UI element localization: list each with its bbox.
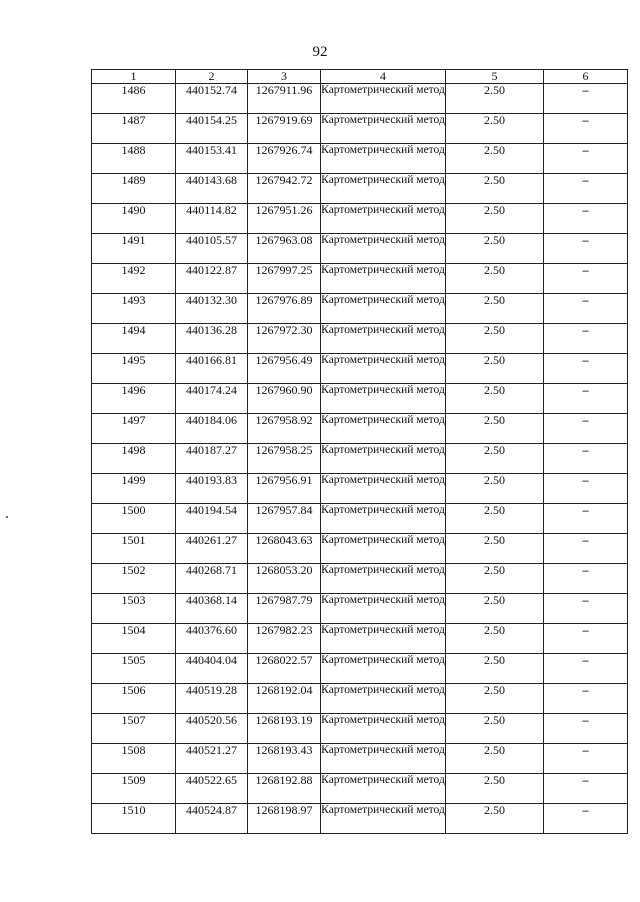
note-cell: – (544, 684, 628, 714)
x-coordinate-cell: 440153.41 (176, 144, 248, 174)
y-coordinate-cell: 1267963.08 (248, 234, 321, 264)
accuracy-cell: 2.50 (446, 324, 544, 354)
y-coordinate-cell: 1268192.88 (248, 774, 321, 804)
method-cell: Картометрический метод (321, 234, 446, 264)
point-number-cell: 1490 (92, 204, 176, 234)
point-number-cell: 1507 (92, 714, 176, 744)
x-coordinate-cell: 440524.87 (176, 804, 248, 834)
table-row (92, 174, 628, 204)
table-row (92, 324, 628, 354)
y-coordinate-cell: 1268193.19 (248, 714, 321, 744)
method-cell: Картометрический метод (321, 594, 446, 624)
point-number-cell: 1503 (92, 594, 176, 624)
x-coordinate-cell: 440519.28 (176, 684, 248, 714)
y-coordinate-cell: 1268192.04 (248, 684, 321, 714)
table-row (92, 84, 628, 114)
note-cell: – (544, 534, 628, 564)
accuracy-cell: 2.50 (446, 204, 544, 234)
method-cell: Картометрический метод (321, 744, 446, 774)
x-coordinate-cell: 440154.25 (176, 114, 248, 144)
note-cell: – (544, 354, 628, 384)
x-coordinate-cell: 440261.27 (176, 534, 248, 564)
table-row (92, 534, 628, 564)
method-cell: Картометрический метод (321, 174, 446, 204)
table-body (92, 84, 628, 834)
table-row (92, 714, 628, 744)
coordinates-table (91, 69, 628, 834)
note-cell: – (544, 174, 628, 204)
note-cell: – (544, 504, 628, 534)
column-header: 3 (248, 70, 321, 84)
accuracy-cell: 2.50 (446, 114, 544, 144)
point-number-cell: 1501 (92, 534, 176, 564)
table-row (92, 264, 628, 294)
table-row (92, 624, 628, 654)
x-coordinate-cell: 440136.28 (176, 324, 248, 354)
x-coordinate-cell: 440152.74 (176, 84, 248, 114)
accuracy-cell: 2.50 (446, 414, 544, 444)
method-cell: Картометрический метод (321, 534, 446, 564)
y-coordinate-cell: 1267958.92 (248, 414, 321, 444)
note-cell: – (544, 144, 628, 174)
accuracy-cell: 2.50 (446, 474, 544, 504)
x-coordinate-cell: 440174.24 (176, 384, 248, 414)
note-cell: – (544, 594, 628, 624)
accuracy-cell: 2.50 (446, 714, 544, 744)
table-row (92, 474, 628, 504)
accuracy-cell: 2.50 (446, 384, 544, 414)
point-number-cell: 1505 (92, 654, 176, 684)
method-cell: Картометрический метод (321, 714, 446, 744)
point-number-cell: 1494 (92, 324, 176, 354)
method-cell: Картометрический метод (321, 444, 446, 474)
x-coordinate-cell: 440376.60 (176, 624, 248, 654)
y-coordinate-cell: 1267982.23 (248, 624, 321, 654)
x-coordinate-cell: 440521.27 (176, 744, 248, 774)
x-coordinate-cell: 440368.14 (176, 594, 248, 624)
note-cell: – (544, 444, 628, 474)
table-header-row (92, 70, 628, 84)
accuracy-cell: 2.50 (446, 804, 544, 834)
table-row (92, 684, 628, 714)
accuracy-cell: 2.50 (446, 444, 544, 474)
note-cell: – (544, 474, 628, 504)
note-cell: – (544, 234, 628, 264)
y-coordinate-cell: 1267942.72 (248, 174, 321, 204)
column-header: 6 (544, 70, 628, 84)
table-row (92, 144, 628, 174)
note-cell: – (544, 324, 628, 354)
method-cell: Картометрический метод (321, 624, 446, 654)
accuracy-cell: 2.50 (446, 624, 544, 654)
y-coordinate-cell: 1268193.43 (248, 744, 321, 774)
point-number-cell: 1493 (92, 294, 176, 324)
accuracy-cell: 2.50 (446, 264, 544, 294)
table-row (92, 654, 628, 684)
page-number: 92 (312, 44, 328, 60)
accuracy-cell: 2.50 (446, 684, 544, 714)
y-coordinate-cell: 1267956.91 (248, 474, 321, 504)
table-row (92, 384, 628, 414)
accuracy-cell: 2.50 (446, 564, 544, 594)
method-cell: Картометрический метод (321, 144, 446, 174)
accuracy-cell: 2.50 (446, 294, 544, 324)
accuracy-cell: 2.50 (446, 144, 544, 174)
method-cell: Картометрический метод (321, 324, 446, 354)
accuracy-cell: 2.50 (446, 774, 544, 804)
note-cell: – (544, 564, 628, 594)
method-cell: Картометрический метод (321, 84, 446, 114)
x-coordinate-cell: 440105.57 (176, 234, 248, 264)
x-coordinate-cell: 440143.68 (176, 174, 248, 204)
point-number-cell: 1492 (92, 264, 176, 294)
method-cell: Картометрический метод (321, 774, 446, 804)
note-cell: – (544, 294, 628, 324)
y-coordinate-cell: 1268043.63 (248, 534, 321, 564)
method-cell: Картометрический метод (321, 654, 446, 684)
table-row (92, 354, 628, 384)
point-number-cell: 1504 (92, 624, 176, 654)
table-row (92, 204, 628, 234)
column-header: 2 (176, 70, 248, 84)
point-number-cell: 1488 (92, 144, 176, 174)
y-coordinate-cell: 1267956.49 (248, 354, 321, 384)
point-number-cell: 1506 (92, 684, 176, 714)
note-cell: – (544, 204, 628, 234)
point-number-cell: 1509 (92, 774, 176, 804)
method-cell: Картометрический метод (321, 474, 446, 504)
point-number-cell: 1489 (92, 174, 176, 204)
y-coordinate-cell: 1267951.26 (248, 204, 321, 234)
column-header: 4 (321, 70, 446, 84)
margin-speck (6, 516, 8, 518)
accuracy-cell: 2.50 (446, 354, 544, 384)
table-row (92, 234, 628, 264)
accuracy-cell: 2.50 (446, 744, 544, 774)
y-coordinate-cell: 1267926.74 (248, 144, 321, 174)
y-coordinate-cell: 1268022.57 (248, 654, 321, 684)
y-coordinate-cell: 1267976.89 (248, 294, 321, 324)
point-number-cell: 1498 (92, 444, 176, 474)
x-coordinate-cell: 440114.82 (176, 204, 248, 234)
table-row (92, 564, 628, 594)
x-coordinate-cell: 440194.54 (176, 504, 248, 534)
point-number-cell: 1496 (92, 384, 176, 414)
accuracy-cell: 2.50 (446, 174, 544, 204)
point-number-cell: 1486 (92, 84, 176, 114)
method-cell: Картометрический метод (321, 354, 446, 384)
note-cell: – (544, 414, 628, 444)
method-cell: Картометрический метод (321, 804, 446, 834)
y-coordinate-cell: 1267919.69 (248, 114, 321, 144)
table-row (92, 804, 628, 834)
table-row (92, 294, 628, 324)
accuracy-cell: 2.50 (446, 534, 544, 564)
y-coordinate-cell: 1268053.20 (248, 564, 321, 594)
column-header: 5 (446, 70, 544, 84)
method-cell: Картометрический метод (321, 384, 446, 414)
x-coordinate-cell: 440520.56 (176, 714, 248, 744)
y-coordinate-cell: 1267911.96 (248, 84, 321, 114)
point-number-cell: 1497 (92, 414, 176, 444)
note-cell: – (544, 774, 628, 804)
table-row (92, 774, 628, 804)
y-coordinate-cell: 1267997.25 (248, 264, 321, 294)
note-cell: – (544, 114, 628, 144)
accuracy-cell: 2.50 (446, 654, 544, 684)
table-row (92, 414, 628, 444)
accuracy-cell: 2.50 (446, 234, 544, 264)
note-cell: – (544, 804, 628, 834)
y-coordinate-cell: 1267958.25 (248, 444, 321, 474)
y-coordinate-cell: 1267987.79 (248, 594, 321, 624)
accuracy-cell: 2.50 (446, 84, 544, 114)
x-coordinate-cell: 440404.04 (176, 654, 248, 684)
method-cell: Картометрический метод (321, 204, 446, 234)
y-coordinate-cell: 1268198.97 (248, 804, 321, 834)
table-row (92, 744, 628, 774)
note-cell: – (544, 714, 628, 744)
note-cell: – (544, 654, 628, 684)
table-row (92, 444, 628, 474)
method-cell: Картометрический метод (321, 684, 446, 714)
y-coordinate-cell: 1267957.84 (248, 504, 321, 534)
method-cell: Картометрический метод (321, 504, 446, 534)
x-coordinate-cell: 440166.81 (176, 354, 248, 384)
point-number-cell: 1495 (92, 354, 176, 384)
table-row (92, 594, 628, 624)
y-coordinate-cell: 1267972.30 (248, 324, 321, 354)
note-cell: – (544, 384, 628, 414)
method-cell: Картометрический метод (321, 564, 446, 594)
point-number-cell: 1499 (92, 474, 176, 504)
method-cell: Картометрический метод (321, 114, 446, 144)
y-coordinate-cell: 1267960.90 (248, 384, 321, 414)
note-cell: – (544, 624, 628, 654)
point-number-cell: 1491 (92, 234, 176, 264)
method-cell: Картометрический метод (321, 264, 446, 294)
x-coordinate-cell: 440193.83 (176, 474, 248, 504)
point-number-cell: 1508 (92, 744, 176, 774)
point-number-cell: 1500 (92, 504, 176, 534)
note-cell: – (544, 84, 628, 114)
table-row (92, 504, 628, 534)
x-coordinate-cell: 440184.06 (176, 414, 248, 444)
x-coordinate-cell: 440132.30 (176, 294, 248, 324)
method-cell: Картометрический метод (321, 414, 446, 444)
point-number-cell: 1502 (92, 564, 176, 594)
note-cell: – (544, 264, 628, 294)
accuracy-cell: 2.50 (446, 594, 544, 624)
x-coordinate-cell: 440122.87 (176, 264, 248, 294)
note-cell: – (544, 744, 628, 774)
accuracy-cell: 2.50 (446, 504, 544, 534)
point-number-cell: 1487 (92, 114, 176, 144)
method-cell: Картометрический метод (321, 294, 446, 324)
column-header: 1 (92, 70, 176, 84)
table-row (92, 114, 628, 144)
x-coordinate-cell: 440268.71 (176, 564, 248, 594)
x-coordinate-cell: 440522.65 (176, 774, 248, 804)
point-number-cell: 1510 (92, 804, 176, 834)
x-coordinate-cell: 440187.27 (176, 444, 248, 474)
